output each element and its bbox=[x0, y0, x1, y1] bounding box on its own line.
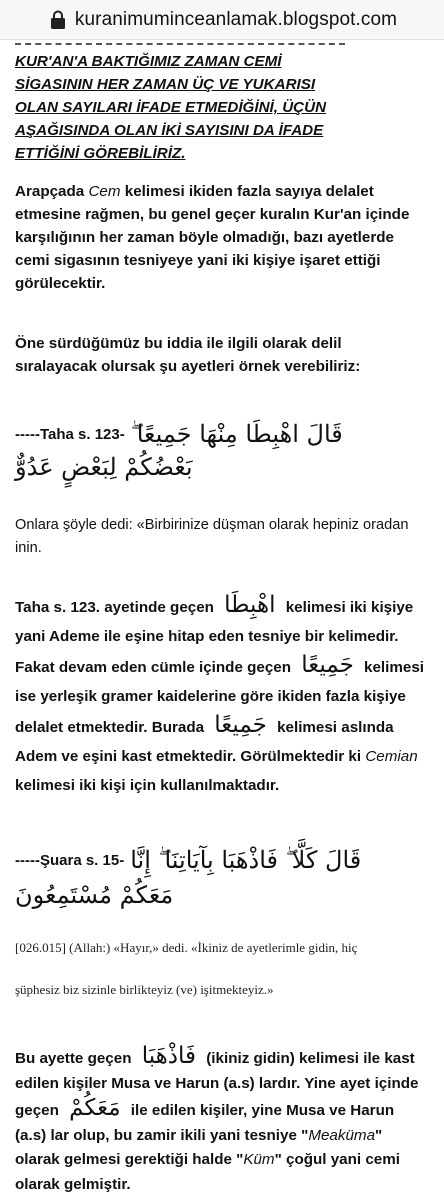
arabic-word: جَمِيعًا bbox=[214, 712, 267, 738]
verse-taha bbox=[15, 420, 433, 484]
paragraph-cem bbox=[15, 180, 419, 295]
arabic-word: فَاذْهَبَا bbox=[141, 1043, 197, 1069]
term-cem: Cem bbox=[88, 183, 121, 200]
text: Taha s. 123. ayetinde geçen bbox=[15, 599, 219, 616]
term-cemian: Cemian bbox=[365, 748, 418, 765]
url-text: kuranimuminceanlamak.blogspot.com bbox=[74, 8, 398, 30]
address-bar[interactable] bbox=[0, 0, 444, 40]
heading-line: OLAN SAYILARI İFADE ETMEDİĞİNİ, ÜÇÜN bbox=[15, 99, 327, 116]
text: kelimesi ise yerleşik gramer kaidelerine göre ikiden fazla kişiye delalet etmektedir. Burada bbox=[15, 659, 424, 736]
text: " olarak gelmesi gerektiği halde " bbox=[15, 1126, 383, 1168]
text: (ikiniz gidin) kelimesi ile kast edilen kişiler Musa ve Harun (a.s) lardır. Yine ayet içinde geçen bbox=[15, 1050, 419, 1119]
text: Bu ayette geçen bbox=[15, 1050, 136, 1067]
arabic-word: مَعَكُمْ bbox=[69, 1095, 121, 1121]
text: ile edilen kişiler, yine Musa ve Harun (a.s) lar olup, bu zamir ikili yani tesniye " bbox=[15, 1102, 395, 1144]
arabic-verse: قَالَ كَلَّا ۖ فَاذْهَبَا بِآيَاتِنَا ۖ إِنَّا bbox=[130, 846, 362, 874]
verse-translation-note bbox=[15, 936, 433, 1001]
text: " çoğul yani cemi olarak gelmiştir. bbox=[15, 1151, 400, 1193]
verse-suara bbox=[15, 846, 433, 912]
arabic-word: اهْبِطَا bbox=[224, 592, 276, 618]
heading-line: KUR'AN'A BAKTIĞIMIZ ZAMAN CEMİ bbox=[15, 53, 282, 70]
arabic-word: جَمِيعًا bbox=[301, 652, 354, 678]
note-line: [026.015] (Allah:) «Hayır,» dedi. «İkiniz de ayetlerimle gidin, hiç bbox=[15, 940, 358, 955]
paragraph-taha bbox=[15, 591, 430, 800]
text: kelimesi aslında Adem ve eşini kast etmektedir. Görülmektedir ki bbox=[15, 719, 394, 765]
lock-icon bbox=[47, 9, 69, 31]
heading-line: ETTİĞİNİ GÖREBİLİRİZ. bbox=[15, 145, 186, 162]
verse-reference: -----Şuara s. 15- bbox=[15, 851, 125, 869]
arabic-verse-line: مَعَكُمْ مُسْتَمِعُونَ bbox=[15, 881, 174, 909]
term-meakuma: Meaküma bbox=[308, 1126, 376, 1144]
paragraph-suara bbox=[15, 1044, 425, 1197]
divider bbox=[15, 43, 345, 47]
heading-line: AŞAĞISINDA OLAN İKİ SAYISINI DA İFADE bbox=[15, 122, 324, 139]
note-line: şüphesiz biz sizinle birlikteyiz (ve) işitmekteyiz.» bbox=[15, 982, 274, 997]
text: kelimesi ikiden fazla sayıya delalet etmesine rağmen, bu genel geçer kuralın Kur'an içinde karşılığının her zaman böyle olmadığı, bazı ayetlerde cemi sigasının tesniyeye yani iki kişiye işaret ettiği görülecektir. bbox=[15, 183, 410, 292]
text: Arapçada bbox=[15, 183, 89, 200]
term-kum: Küm bbox=[243, 1151, 275, 1168]
article-heading bbox=[15, 50, 433, 165]
heading-line: SİGASININ HER ZAMAN ÜÇ VE YUKARISI bbox=[15, 76, 316, 93]
text: kelimesi iki kişi için kullanılmaktadır. bbox=[15, 777, 280, 794]
verse-translation: Onlara şöyle dedi: «Birbirinize düşman olarak hepiniz oradan inin. bbox=[15, 517, 409, 556]
arabic-verse: قَالَ اهْبِطَا مِنْهَا جَمِيعًا ۖ bbox=[130, 420, 343, 448]
verse-reference: -----Taha s. 123- bbox=[15, 425, 125, 443]
paragraph-intro: Öne sürdüğümüz bu iddia ile ilgili olarak delil sıralayacak olursak şu ayetleri örnek verebiliriz: bbox=[15, 335, 361, 375]
arabic-verse-line: بَعْضُكُمْ لِبَعْضٍ عَدُوٌّ bbox=[15, 453, 193, 481]
text: kelimesi iki kişiye yani Ademe ile eşine hitap eden tesniye bir kelimedir. Fakat devam eden cümle içinde geçen bbox=[15, 599, 414, 676]
